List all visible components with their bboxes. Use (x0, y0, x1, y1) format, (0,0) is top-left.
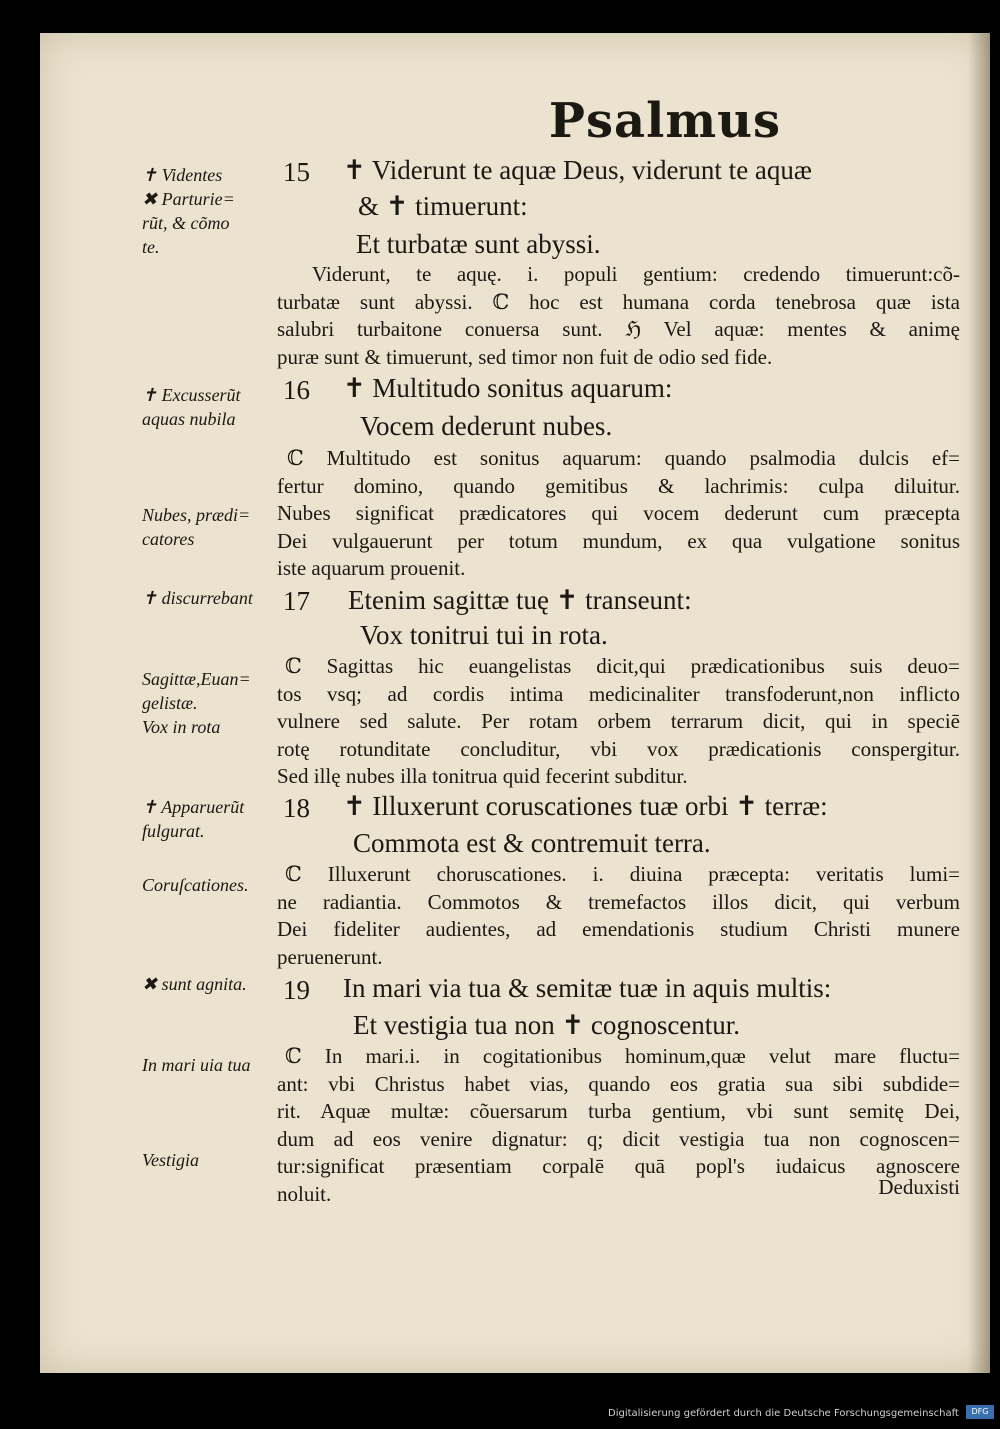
commentary-block (277, 653, 960, 791)
margin-line: Vox in rota (142, 717, 221, 737)
commentary-line: ℂ Multitudo est sonitus aquarum: quando psalmodia dulcis ef= (287, 446, 960, 470)
page-gutter-shadow (968, 33, 990, 1373)
verse-number: 19 (283, 975, 310, 1005)
margin-note-7 (142, 873, 282, 897)
verse-line: In mari via tua & semitæ tuæ in aquis multis: (343, 973, 832, 1003)
dfg-logo: DFG (966, 1405, 994, 1419)
verse-line: ✝ Illuxerunt coruscationes tuæ orbi ✝ terræ: (343, 791, 828, 821)
commentary-line: puræ sunt & timuerunt, sed timor non fuit de odio sed fide. (277, 344, 773, 369)
commentary-line: ant: vbi Christus habet vias, quando eos gratia sua sibi subdide= (277, 1071, 960, 1096)
running-head: Psalmus (548, 93, 782, 149)
margin-line: catores (142, 529, 195, 549)
verse-line: & ✝ timuerunt: (358, 191, 528, 221)
margin-note-6 (142, 795, 282, 843)
commentary-block (277, 445, 960, 583)
commentary-line: tos vsq; ad cordis intima medicinaliter transfoderunt,non inflicto (277, 681, 960, 706)
margin-note-9 (142, 1053, 282, 1077)
verse-line: Et vestigia tua non ✝ cognoscentur. (353, 1010, 741, 1040)
commentary-line: peruenerunt. (277, 944, 383, 969)
margin-line: In mari uia tua (142, 1055, 251, 1075)
margin-line: ✖ Parturie= (142, 189, 235, 209)
margin-line: ✝ Apparuerũt (142, 797, 245, 817)
margin-line: Coruſcationes. (142, 875, 249, 895)
verse-number: 16 (283, 375, 310, 405)
margin-line: fulgurat. (142, 821, 205, 841)
margin-note-4 (142, 586, 282, 610)
verse-number: 18 (283, 793, 310, 823)
commentary-line: rotę rotunditate concluditur, vbi vox prædicationis conspergitur. (277, 736, 960, 761)
margin-line: ✝ Videntes (142, 165, 223, 185)
verse-line: ✝ Viderunt te aquæ Deus, viderunt te aquæ (343, 155, 812, 185)
margin-line: te. (142, 237, 160, 257)
margin-line: Vestigia (142, 1150, 199, 1170)
commentary-line: Nubes significat prædicatores qui vocem dederunt cum præcepta (277, 501, 960, 525)
commentary-line: ne radiantia. Commotos & tremefactos illos dicit, qui verbum (277, 889, 960, 914)
margin-note-10 (142, 1148, 282, 1172)
commentary-line: vulnere sed salute. Per rotam orbem terrarum dicit, qui in speciē (277, 709, 960, 733)
margin-note-1 (142, 163, 282, 259)
verse-line: Commota est & contremuit terra. (353, 828, 711, 858)
commentary-block (277, 261, 960, 371)
commentary-line: salubri turbaitone conuersa sunt. ℌ Vel aquæ: mentes & animę (277, 317, 960, 341)
commentary-block (277, 1043, 960, 1208)
commentary-line: Dei fideliter audientes, ad emendationis studium Christi munere (277, 917, 960, 941)
margin-line: aquas nubila (142, 409, 236, 429)
commentary-line: fertur domino, quando gemitibus & lachrimis: culpa diluitur. (277, 473, 960, 498)
commentary-line: Viderunt, te aquę. i. populi gentium: credendo timuerunt:cõ- (312, 262, 960, 286)
verse-line: ✝ Multitudo sonitus aquarum: (343, 373, 673, 403)
commentary-line: rit. Aquæ multæ: cõuersarum turba gentium, vbi sunt semitę Dei, (277, 1099, 960, 1123)
verse-line: Vocem dederunt nubes. (360, 411, 613, 441)
margin-line: rũt, & cõmo (142, 213, 230, 233)
commentary-line: ℂ In mari.i. in cogitationibus hominum,quæ velut mare fluctu= (285, 1044, 960, 1068)
commentary-line: noluit. (277, 1181, 332, 1206)
verse-line: Vox tonitrui tui in rota. (360, 620, 608, 650)
commentary-line: turbatæ sunt abyssi. ℂ hoc est humana corda tenebrosa quæ ista (277, 289, 960, 314)
margin-line: Nubes, prædi= (142, 505, 251, 525)
verse-line: Etenim sagittæ tuę ✝ transeunt: (348, 585, 692, 615)
commentary-block (277, 861, 960, 971)
digitization-credit: Digitalisierung gefördert durch die Deutsche Forschungsgemeinschaft (608, 1408, 959, 1419)
verse-number: 15 (283, 157, 310, 187)
margin-note-2 (142, 383, 282, 431)
verse-line: Et turbatæ sunt abyssi. (356, 229, 601, 259)
margin-line: ✖ sunt agnita. (142, 974, 247, 994)
commentary-line: Sed illę nubes illa tonitrua quid fecerint subditur. (277, 764, 688, 788)
verse-number: 17 (283, 586, 310, 616)
margin-note-8 (142, 972, 282, 996)
commentary-line: dum ad eos venire dignatur: q; dicit vestigia tua non cognoscen= (277, 1126, 960, 1151)
commentary-line: ℂ Illuxerunt choruscationes. i. diuina præcepta: veritatis lumi= (285, 862, 960, 886)
margin-line: ✝ discurrebant (142, 588, 253, 608)
commentary-line: iste aquarum prouenit. (277, 556, 466, 580)
margin-note-3 (142, 503, 282, 551)
commentary-line: tur:significat præsentiam corpalē quā popl's iudaicus agnoscere (277, 1154, 960, 1178)
catchword: Deduxisti (878, 1175, 960, 1199)
commentary-line: Dei vulgauerunt per totum mundum, ex qua vulgatione sonitus (277, 528, 960, 553)
book-page (40, 33, 990, 1373)
commentary-line: ℂ Sagittas hic euangelistas dicit,qui prædicationibus suis deuo= (285, 654, 960, 678)
margin-line: Sagittæ,Euan= (142, 669, 251, 689)
margin-line: ✝ Excusserũt (142, 385, 241, 405)
margin-line: gelistæ. (142, 693, 198, 713)
margin-note-5 (142, 667, 282, 739)
